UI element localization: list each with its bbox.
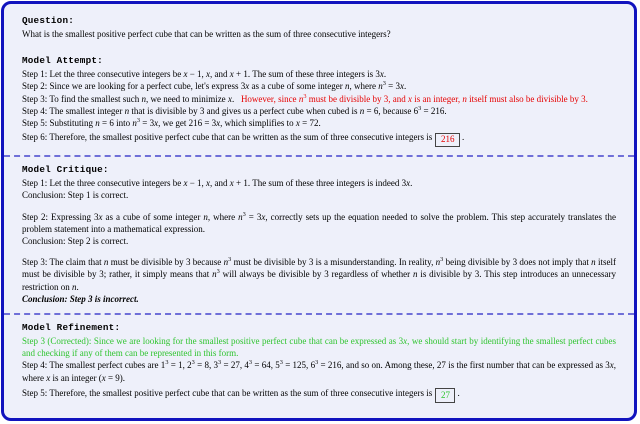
attempt-step-1: Step 1: Let the three consecutive integers be x − 1, x, and x + 1. The sum of these three integers is 3x.: [22, 69, 387, 80]
model-critique-header: Model Critique:: [22, 164, 109, 176]
attempt-step-3: Step 3: To find the smallest such n, we need to minimize x. However, since $n^3$ must be divisible by 3, and x is an integer, n itself must also be divisible by 3.: [22, 92, 588, 104]
figure-frame: [1, 1, 637, 421]
question-section: [4, 4, 634, 40]
critique-step-2: Step 2: Expressing 3x as a cube of some integer n, where $n^3 = 3x$, correctly sets up the equation needed to solve the problem. This step accurately translates the problem statement into a mathematical expression.: [22, 210, 617, 234]
critique-step-1: Step 1: Let the three consecutive integers be x − 1, x, and x + 1. The sum of these three integers is indeed 3x.: [22, 178, 413, 189]
model-refinement-section: [4, 322, 634, 403]
section-divider-1: [4, 155, 634, 157]
model-attempt-section: [4, 55, 634, 147]
corrected-step-text: Step 3 (Corrected): Since we are looking for the smallest positive perfect cube that can be expressed as 3x, we should start by identifying the smallest perfect cubes and checking if any of them can be represented in this form.: [22, 336, 616, 359]
question-header: Question:: [22, 15, 75, 26]
boxed-answer-correct: 27: [435, 388, 455, 403]
attempt-step-6: Step 6: Therefore, the smallest positive perfect cube that can be written as the sum of three consecutive integers is 216 .: [22, 131, 616, 147]
section-divider-2: [4, 313, 634, 315]
refinement-step-4: Step 4: The smallest perfect cubes are $1^3 = 1$, $2^3 = 8$, $3^3 = 27$, $4^3 = 64$, $5^3 = 125$, $6^3 = 216$, and so on. Among these, 27 is the first number that can be expressed as 3x, where x is an integer (x = 9).: [22, 359, 617, 383]
critique-step-3: Step 3: The claim that n must be divisible by 3 because $n^3$ must be divisible by 3 is a misunderstanding. In reality, $n^3$ being divisible by 3 does not imply that n itself must be divisible by 3; rather, it simply means that $n^3$ will always be divisible by 3 regardless of whether n is divisible by 3. This step introduces an unnecessary restriction on n.: [22, 256, 616, 292]
critique-conclusion-3: [22, 293, 616, 305]
critique-conclusion-2: Conclusion: Step 2 is correct.: [22, 236, 129, 247]
incorrect-conclusion: Conclusion: Step 3 is incorrect.: [22, 293, 139, 304]
boxed-answer-incorrect: 216: [435, 133, 460, 148]
refinement-step-5: Step 5: Therefore, the smallest positive perfect cube that can be written as the sum of three consecutive integers is 27 .: [22, 387, 616, 403]
spacer: [22, 247, 616, 256]
model-critique-section: [4, 164, 634, 305]
attempt-step-2: Step 2: Since we are looking for a perfect cube, let's express 3x as a cube of some integer n, where $n^3 = 3x$.: [22, 80, 407, 92]
question-text: What is the smallest positive perfect cube that can be written as the sum of three consecutive integers?: [22, 29, 391, 39]
error-highlight: However, since $n^3$ must be divisible by 3, and x is an integer, n itself must also be divisible by 3.: [240, 92, 588, 104]
attempt-step-4: Step 4: The smallest integer n that is divisible by 3 and gives us a perfect cube when cubed is n = 6, because $6^3 = 216$.: [22, 104, 447, 116]
critique-conclusion-1: Conclusion: Step 1 is correct.: [22, 190, 129, 201]
refinement-step-3-corrected: [22, 335, 616, 359]
model-refinement-header: Model Refinement:: [22, 322, 121, 334]
model-attempt-header: Model Attempt:: [22, 55, 103, 67]
attempt-step-5: Step 5: Substituting n = 6 into $n^3 = 3x$, we get 216 = 3x, which simplifies to x = 72.: [22, 117, 321, 129]
spacer: [22, 202, 616, 211]
